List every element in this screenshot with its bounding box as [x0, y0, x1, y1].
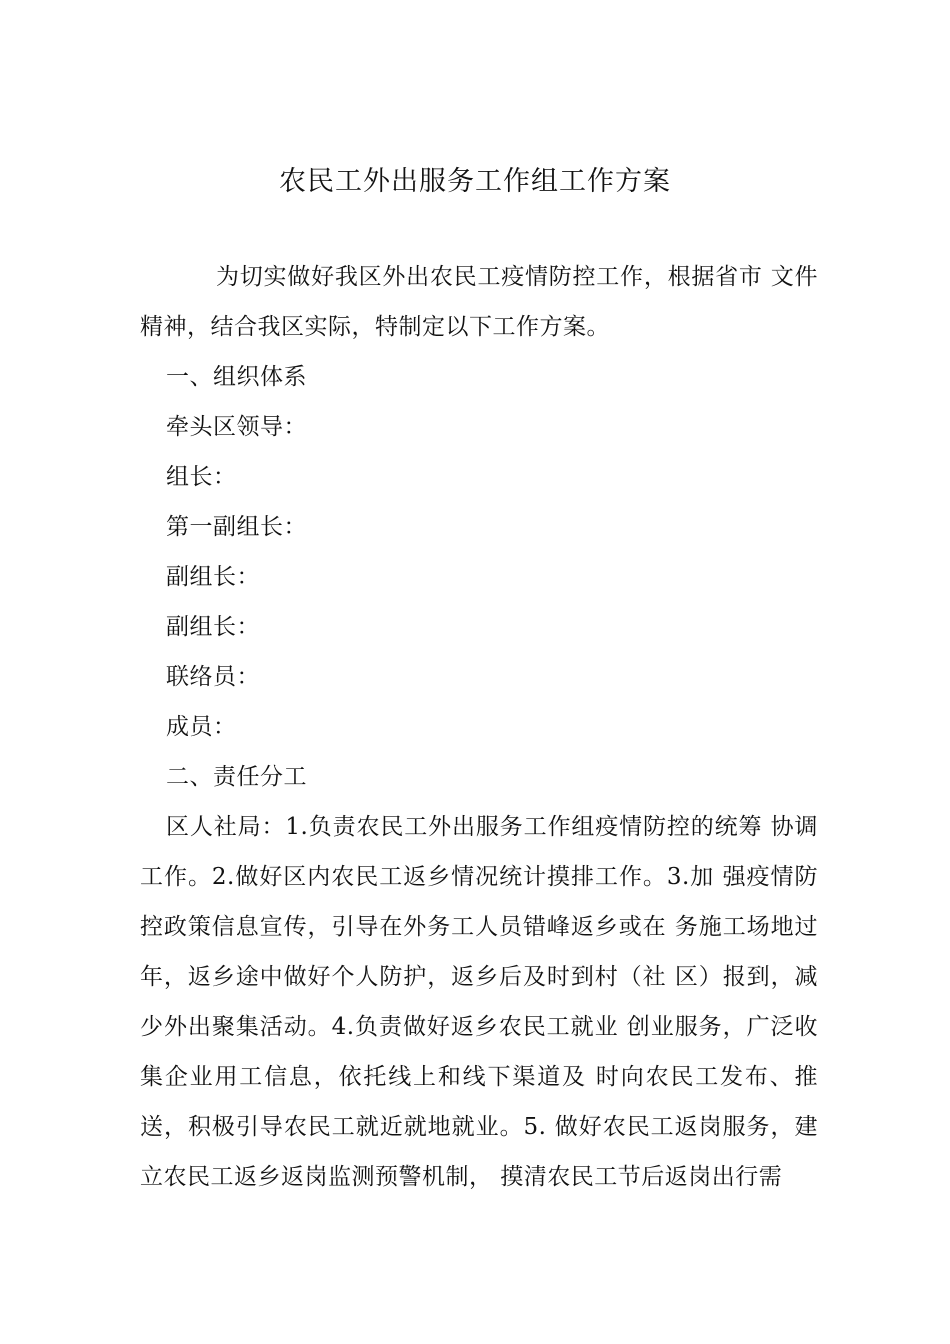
section-heading-responsibilities: 二、责任分工: [166, 764, 307, 790]
section-heading-organization: 一、组织体系: [166, 364, 307, 390]
org-line-lead: 牵头区领导：: [166, 414, 307, 440]
document-title: 农民工外出服务工作组工作方案: [279, 166, 671, 197]
org-line-members: 成员：: [166, 714, 237, 740]
responsibilities-paragraph: 区人社局：1.负责农民工外出服务工作组疫情防控的统筹 协调工作。2.做好区内农民工返乡情况统计摸排工作。3.加 强疫情防控政策信息宣传，引导在外务工人员错峰返乡或在 务施工场地过年，返乡途中做好个人防护，返乡后及时到村（社 区）报到，减少外出聚集活动。4.负责做好返乡农民工就业 创业服务，广泛收集企业用工信息，依托线上和线下渠道及 时向农民工发布、推送，积极引导农民工就近就地就业。5. 做好农民工返岗服务，建立农民工返乡返岗监测预警机制， 摸清农民工节后返岗出行需: [140, 814, 818, 1190]
intro-paragraph: 为切实做好我区外出农民工疫情防控工作，根据省市 文件精神，结合我区实际，特制定以下工作方案。: [140, 264, 818, 340]
org-line-deputy: 副组长：: [166, 564, 260, 590]
org-line-first-deputy: 第一副组长：: [166, 514, 307, 540]
org-line-liaison: 联络员：: [166, 664, 260, 690]
org-line-deputy-2: 副组长：: [166, 614, 260, 640]
org-line-leader: 组长：: [166, 464, 237, 490]
